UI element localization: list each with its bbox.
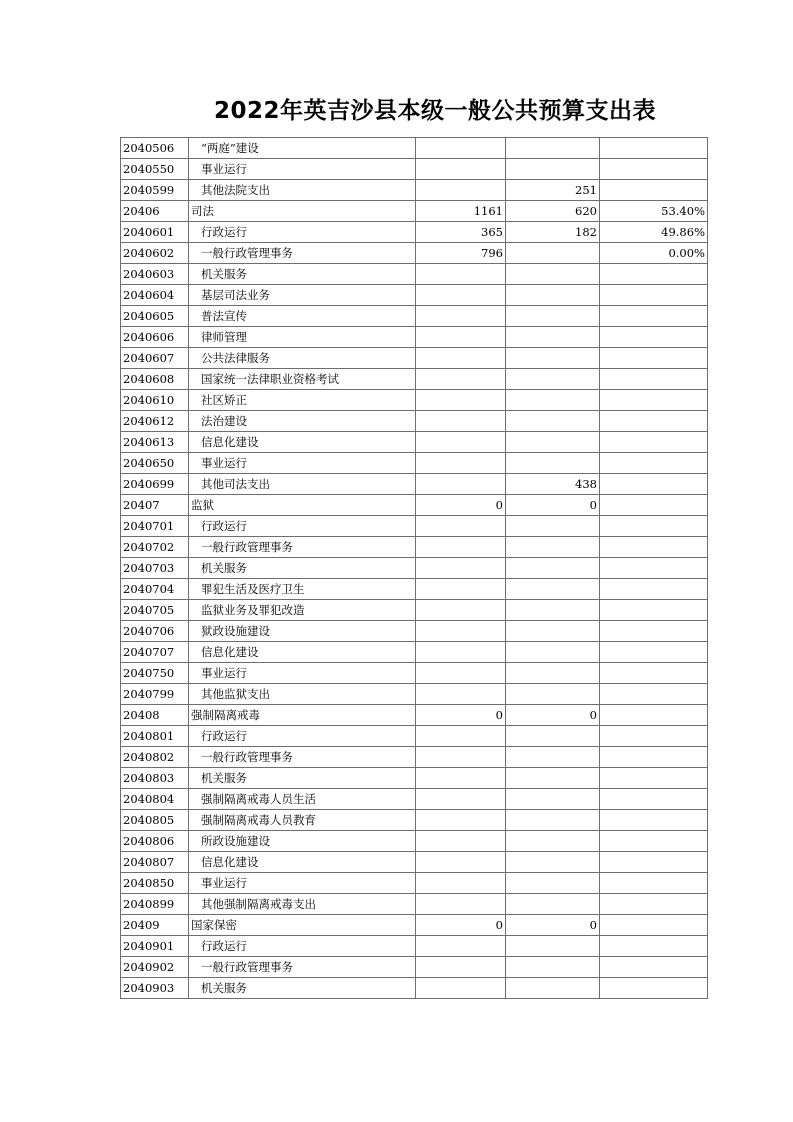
page-title: 2022年英吉沙县本级一般公共预算支出表 — [213, 98, 656, 124]
budget-value-cell: 1161 — [416, 201, 506, 222]
budget-value-cell — [416, 957, 506, 978]
name-cell: 一般行政管理事务 — [189, 243, 416, 264]
percent-cell — [600, 348, 708, 369]
percent-cell — [600, 432, 708, 453]
percent-cell — [600, 285, 708, 306]
code-cell: 2040650 — [121, 453, 189, 474]
budget-table-body — [121, 138, 708, 999]
code-cell: 2040850 — [121, 873, 189, 894]
name-cell: 事业运行 — [189, 873, 416, 894]
table-row — [121, 159, 708, 180]
execution-value-cell: 0 — [506, 705, 600, 726]
table-row — [121, 537, 708, 558]
percent-cell: 0.00% — [600, 243, 708, 264]
execution-value-cell — [506, 159, 600, 180]
budget-value-cell — [416, 747, 506, 768]
execution-value-cell — [506, 138, 600, 159]
budget-value-cell — [416, 348, 506, 369]
execution-value-cell — [506, 516, 600, 537]
budget-value-cell — [416, 684, 506, 705]
table-row — [121, 348, 708, 369]
execution-value-cell — [506, 873, 600, 894]
budget-value-cell — [416, 852, 506, 873]
table-row — [121, 600, 708, 621]
percent-cell — [600, 516, 708, 537]
execution-value-cell — [506, 894, 600, 915]
table-row — [121, 936, 708, 957]
name-cell: 机关服务 — [189, 264, 416, 285]
code-cell: 2040608 — [121, 369, 189, 390]
table-row — [121, 180, 708, 201]
percent-cell — [600, 831, 708, 852]
name-cell: 强制隔离戒毒人员教育 — [189, 810, 416, 831]
table-row — [121, 453, 708, 474]
code-cell: 2040806 — [121, 831, 189, 852]
execution-value-cell — [506, 327, 600, 348]
name-cell: 行政运行 — [189, 516, 416, 537]
name-cell: 其他法院支出 — [189, 180, 416, 201]
budget-table — [120, 137, 708, 999]
percent-cell — [600, 327, 708, 348]
percent-cell — [600, 642, 708, 663]
code-cell: 2040799 — [121, 684, 189, 705]
name-cell: 狱政设施建设 — [189, 621, 416, 642]
budget-value-cell: 0 — [416, 705, 506, 726]
name-cell: 行政运行 — [189, 936, 416, 957]
code-cell: 20407 — [121, 495, 189, 516]
execution-value-cell: 438 — [506, 474, 600, 495]
percent-cell — [600, 474, 708, 495]
table-row — [121, 390, 708, 411]
execution-value-cell — [506, 663, 600, 684]
name-cell: 律师管理 — [189, 327, 416, 348]
budget-value-cell — [416, 663, 506, 684]
percent-cell — [600, 957, 708, 978]
name-cell: 机关服务 — [189, 768, 416, 789]
percent-cell — [600, 810, 708, 831]
table-row — [121, 495, 708, 516]
budget-value-cell — [416, 768, 506, 789]
code-cell: 2040612 — [121, 411, 189, 432]
table-row — [121, 285, 708, 306]
budget-value-cell — [416, 810, 506, 831]
name-cell: 监狱 — [189, 495, 416, 516]
code-cell: 2040902 — [121, 957, 189, 978]
percent-cell — [600, 621, 708, 642]
percent-cell — [600, 159, 708, 180]
execution-value-cell — [506, 810, 600, 831]
name-cell: 信息化建设 — [189, 852, 416, 873]
name-cell: 其他司法支出 — [189, 474, 416, 495]
table-row — [121, 810, 708, 831]
code-cell: 2040506 — [121, 138, 189, 159]
execution-value-cell — [506, 558, 600, 579]
execution-value-cell: 0 — [506, 495, 600, 516]
execution-value-cell — [506, 726, 600, 747]
code-cell: 2040805 — [121, 810, 189, 831]
execution-value-cell — [506, 306, 600, 327]
execution-value-cell — [506, 747, 600, 768]
table-row — [121, 768, 708, 789]
budget-value-cell — [416, 327, 506, 348]
budget-value-cell — [416, 369, 506, 390]
budget-value-cell — [416, 432, 506, 453]
table-row — [121, 516, 708, 537]
percent-cell — [600, 726, 708, 747]
percent-cell: 49.86% — [600, 222, 708, 243]
code-cell: 2040702 — [121, 537, 189, 558]
percent-cell — [600, 684, 708, 705]
percent-cell — [600, 369, 708, 390]
execution-value-cell — [506, 831, 600, 852]
table-row — [121, 222, 708, 243]
percent-cell — [600, 264, 708, 285]
code-cell: 2040613 — [121, 432, 189, 453]
table-row — [121, 243, 708, 264]
name-cell: 一般行政管理事务 — [189, 957, 416, 978]
budget-value-cell — [416, 390, 506, 411]
execution-value-cell — [506, 642, 600, 663]
code-cell: 2040901 — [121, 936, 189, 957]
name-cell: 机关服务 — [189, 978, 416, 999]
budget-value-cell — [416, 621, 506, 642]
code-cell: 2040704 — [121, 579, 189, 600]
code-cell: 2040807 — [121, 852, 189, 873]
code-cell: 2040701 — [121, 516, 189, 537]
table-row — [121, 369, 708, 390]
percent-cell — [600, 852, 708, 873]
table-row — [121, 831, 708, 852]
name-cell: “两庭”建设 — [189, 138, 416, 159]
code-cell: 2040803 — [121, 768, 189, 789]
name-cell: 法治建设 — [189, 411, 416, 432]
execution-value-cell — [506, 390, 600, 411]
execution-value-cell — [506, 684, 600, 705]
table-row — [121, 264, 708, 285]
budget-value-cell — [416, 831, 506, 852]
budget-value-cell — [416, 306, 506, 327]
code-cell: 2040903 — [121, 978, 189, 999]
name-cell: 强制隔离戒毒 — [189, 705, 416, 726]
percent-cell — [600, 537, 708, 558]
table-row — [121, 138, 708, 159]
name-cell: 行政运行 — [189, 222, 416, 243]
table-row — [121, 432, 708, 453]
table-row — [121, 201, 708, 222]
table-row — [121, 327, 708, 348]
table-row — [121, 684, 708, 705]
name-cell: 事业运行 — [189, 663, 416, 684]
budget-value-cell — [416, 873, 506, 894]
table-row — [121, 411, 708, 432]
budget-value-cell — [416, 726, 506, 747]
percent-cell — [600, 768, 708, 789]
budget-value-cell — [416, 537, 506, 558]
code-cell: 2040607 — [121, 348, 189, 369]
percent-cell — [600, 411, 708, 432]
execution-value-cell — [506, 411, 600, 432]
code-cell: 2040610 — [121, 390, 189, 411]
budget-value-cell — [416, 516, 506, 537]
table-row — [121, 873, 708, 894]
budget-value-cell — [416, 894, 506, 915]
table-row — [121, 705, 708, 726]
execution-value-cell: 251 — [506, 180, 600, 201]
name-cell: 罪犯生活及医疗卫生 — [189, 579, 416, 600]
execution-value-cell — [506, 537, 600, 558]
code-cell: 2040699 — [121, 474, 189, 495]
budget-value-cell — [416, 453, 506, 474]
budget-value-cell: 0 — [416, 495, 506, 516]
execution-value-cell — [506, 936, 600, 957]
execution-value-cell — [506, 978, 600, 999]
table-row — [121, 642, 708, 663]
budget-value-cell — [416, 180, 506, 201]
execution-value-cell: 0 — [506, 915, 600, 936]
execution-value-cell — [506, 621, 600, 642]
execution-value-cell — [506, 852, 600, 873]
execution-value-cell: 620 — [506, 201, 600, 222]
table-row — [121, 915, 708, 936]
name-cell: 信息化建设 — [189, 432, 416, 453]
table-row — [121, 747, 708, 768]
table-row — [121, 894, 708, 915]
percent-cell — [600, 705, 708, 726]
budget-value-cell — [416, 411, 506, 432]
percent-cell — [600, 915, 708, 936]
name-cell: 信息化建设 — [189, 642, 416, 663]
code-cell: 2040599 — [121, 180, 189, 201]
percent-cell — [600, 390, 708, 411]
code-cell: 20406 — [121, 201, 189, 222]
execution-value-cell — [506, 579, 600, 600]
execution-value-cell — [506, 768, 600, 789]
name-cell: 公共法律服务 — [189, 348, 416, 369]
execution-value-cell — [506, 957, 600, 978]
table-row — [121, 579, 708, 600]
name-cell: 机关服务 — [189, 558, 416, 579]
name-cell: 司法 — [189, 201, 416, 222]
execution-value-cell — [506, 348, 600, 369]
name-cell: 国家保密 — [189, 915, 416, 936]
budget-value-cell: 796 — [416, 243, 506, 264]
code-cell: 2040606 — [121, 327, 189, 348]
budget-value-cell — [416, 558, 506, 579]
percent-cell: 53.40% — [600, 201, 708, 222]
code-cell: 2040703 — [121, 558, 189, 579]
name-cell: 国家统一法律职业资格考试 — [189, 369, 416, 390]
percent-cell — [600, 306, 708, 327]
percent-cell — [600, 663, 708, 684]
budget-value-cell: 0 — [416, 915, 506, 936]
percent-cell — [600, 453, 708, 474]
percent-cell — [600, 747, 708, 768]
budget-value-cell — [416, 138, 506, 159]
table-row — [121, 852, 708, 873]
name-cell: 监狱业务及罪犯改造 — [189, 600, 416, 621]
code-cell: 20409 — [121, 915, 189, 936]
code-cell: 20408 — [121, 705, 189, 726]
budget-value-cell — [416, 600, 506, 621]
name-cell: 所政设施建设 — [189, 831, 416, 852]
budget-value-cell — [416, 264, 506, 285]
budget-value-cell — [416, 789, 506, 810]
code-cell: 2040604 — [121, 285, 189, 306]
name-cell: 其他监狱支出 — [189, 684, 416, 705]
percent-cell — [600, 789, 708, 810]
code-cell: 2040804 — [121, 789, 189, 810]
budget-value-cell — [416, 474, 506, 495]
percent-cell — [600, 138, 708, 159]
name-cell: 强制隔离戒毒人员生活 — [189, 789, 416, 810]
name-cell: 一般行政管理事务 — [189, 537, 416, 558]
code-cell: 2040705 — [121, 600, 189, 621]
percent-cell — [600, 936, 708, 957]
name-cell: 基层司法业务 — [189, 285, 416, 306]
code-cell: 2040602 — [121, 243, 189, 264]
table-row — [121, 789, 708, 810]
code-cell: 2040605 — [121, 306, 189, 327]
execution-value-cell — [506, 789, 600, 810]
percent-cell — [600, 558, 708, 579]
budget-value-cell — [416, 579, 506, 600]
name-cell: 普法宣传 — [189, 306, 416, 327]
percent-cell — [600, 894, 708, 915]
name-cell: 其他强制隔离戒毒支出 — [189, 894, 416, 915]
code-cell: 2040899 — [121, 894, 189, 915]
name-cell: 事业运行 — [189, 453, 416, 474]
percent-cell — [600, 873, 708, 894]
code-cell: 2040801 — [121, 726, 189, 747]
budget-value-cell — [416, 978, 506, 999]
code-cell: 2040601 — [121, 222, 189, 243]
percent-cell — [600, 978, 708, 999]
percent-cell — [600, 600, 708, 621]
table-row — [121, 957, 708, 978]
name-cell: 社区矫正 — [189, 390, 416, 411]
execution-value-cell — [506, 453, 600, 474]
code-cell: 2040706 — [121, 621, 189, 642]
execution-value-cell — [506, 243, 600, 264]
execution-value-cell — [506, 285, 600, 306]
table-row — [121, 621, 708, 642]
name-cell: 行政运行 — [189, 726, 416, 747]
budget-value-cell — [416, 159, 506, 180]
execution-value-cell — [506, 264, 600, 285]
code-cell: 2040750 — [121, 663, 189, 684]
budget-value-cell — [416, 642, 506, 663]
code-cell: 2040550 — [121, 159, 189, 180]
table-row — [121, 726, 708, 747]
table-row — [121, 474, 708, 495]
execution-value-cell: 182 — [506, 222, 600, 243]
code-cell: 2040603 — [121, 264, 189, 285]
budget-value-cell — [416, 285, 506, 306]
execution-value-cell — [506, 600, 600, 621]
execution-value-cell — [506, 369, 600, 390]
budget-value-cell: 365 — [416, 222, 506, 243]
code-cell: 2040802 — [121, 747, 189, 768]
execution-value-cell — [506, 432, 600, 453]
percent-cell — [600, 180, 708, 201]
code-cell: 2040707 — [121, 642, 189, 663]
table-row — [121, 558, 708, 579]
table-row — [121, 663, 708, 684]
budget-value-cell — [416, 936, 506, 957]
name-cell: 事业运行 — [189, 159, 416, 180]
table-row — [121, 978, 708, 999]
table-row — [121, 306, 708, 327]
name-cell: 一般行政管理事务 — [189, 747, 416, 768]
percent-cell — [600, 495, 708, 516]
percent-cell — [600, 579, 708, 600]
